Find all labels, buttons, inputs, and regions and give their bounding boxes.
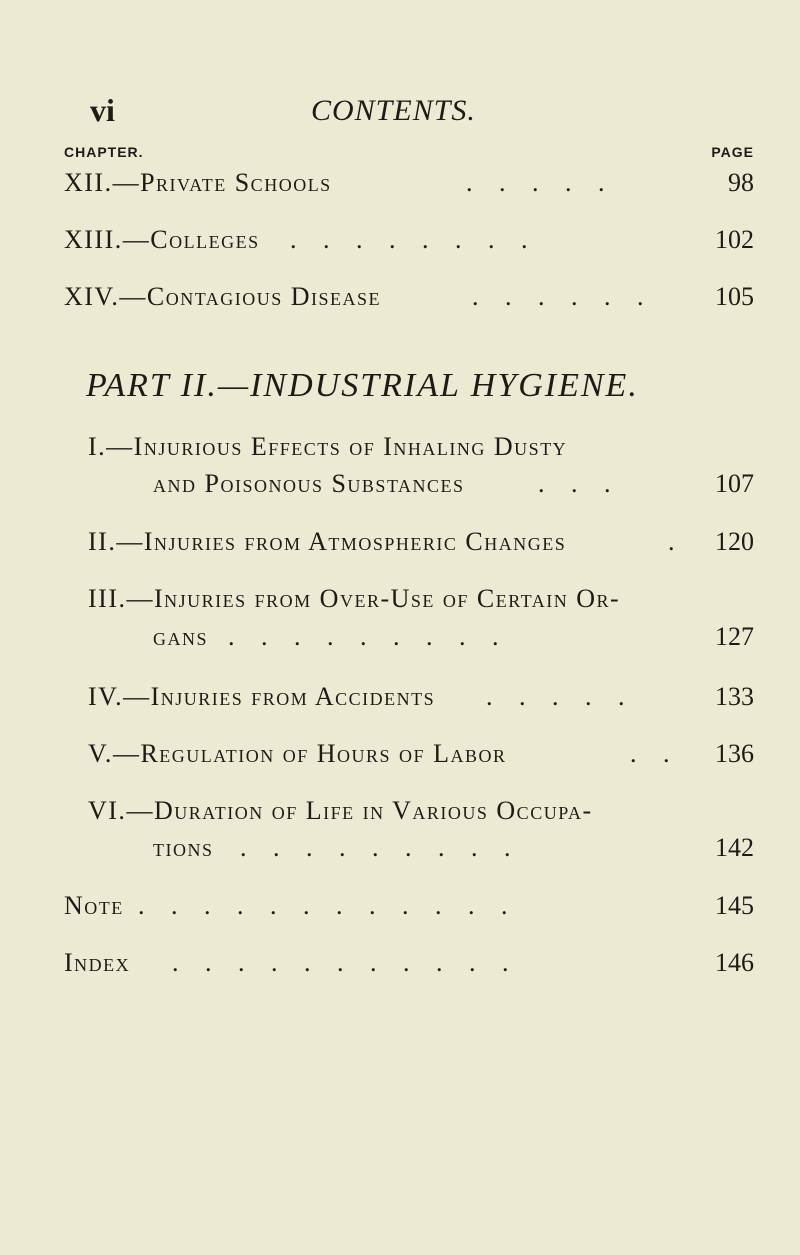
toc-entry: III.—Injuries from Over-Use of Certain Or- — [88, 584, 621, 613]
page-number: 98 — [728, 168, 754, 197]
leader-dots: . . — [630, 739, 680, 768]
page-number: 102 — [715, 225, 754, 254]
page-number: 145 — [715, 891, 754, 920]
page-number: 142 — [715, 833, 754, 862]
leader-dots: . . . . . . . . . . . . — [138, 891, 518, 920]
chapter-title-continued: gans — [153, 622, 209, 651]
toc-entry: XIV.—Contagious Disease — [64, 282, 382, 311]
page-number: 127 — [715, 622, 754, 651]
chapter-title: Colleges — [150, 225, 260, 254]
chapter-title: Private Schools — [140, 168, 332, 197]
folio-number: vi — [90, 92, 115, 128]
page-column-header: PAGE — [711, 144, 754, 160]
toc-entry: XII.—Private Schools — [64, 168, 332, 197]
chapter-title-continued: tions — [153, 833, 214, 862]
chapter-title: Contagious Disease — [146, 282, 382, 311]
chapter-number: III. — [88, 584, 127, 613]
leader-dots: . . . . . — [486, 682, 635, 711]
chapter-title: Duration of Life in Various Occupa- — [153, 796, 593, 825]
chapter-number: VI. — [88, 796, 127, 825]
chapter-title: Regulation of Hours of Labor — [140, 739, 507, 768]
chapter-number: II. — [88, 527, 117, 556]
leader-dots: . . . . . — [466, 168, 615, 197]
toc-entry: II.—Injuries from Atmospheric Changes — [88, 527, 567, 556]
leader-dots: . . . . . . — [472, 282, 654, 311]
chapter-column-header: CHAPTER. — [64, 144, 144, 160]
leader-dots: . — [668, 527, 685, 556]
chapter-number: V. — [88, 739, 113, 768]
page-number: 120 — [715, 527, 754, 556]
page-number: 146 — [715, 948, 754, 977]
toc-entry: XIII.—Colleges — [64, 225, 260, 254]
page-number: 136 — [715, 739, 754, 768]
toc-entry: I.—Injurious Effects of Inhaling Dusty — [88, 432, 568, 461]
part-heading: PART II.—INDUSTRIAL HYGIENE. — [86, 367, 639, 404]
leader-dots: . . . — [538, 469, 621, 498]
leader-dots: . . . . . . . . — [290, 225, 538, 254]
page-number: 133 — [715, 682, 754, 711]
leader-dots: . . . . . . . . . — [228, 622, 509, 651]
chapter-number: IV. — [88, 682, 124, 711]
chapter-title-continued: and Poisonous Substances — [153, 469, 465, 498]
chapter-title: Injuries from Accidents — [150, 682, 436, 711]
toc-entry: V.—Regulation of Hours of Labor — [88, 739, 507, 768]
chapter-title: Injuries from Over-Use of Certain Or- — [153, 584, 621, 613]
leader-dots: . . . . . . . . . — [240, 833, 521, 862]
toc-entry: IV.—Injuries from Accidents — [88, 682, 436, 711]
page-number: 105 — [715, 282, 754, 311]
chapter-number: XIV. — [64, 282, 120, 311]
chapter-title: Injurious Effects of Inhaling Dusty — [133, 432, 568, 461]
running-title: CONTENTS. — [311, 94, 476, 127]
chapter-number: I. — [88, 432, 107, 461]
chapter-number: XII. — [64, 168, 113, 197]
page-number: 107 — [715, 469, 754, 498]
chapter-number: XIII. — [64, 225, 123, 254]
leader-dots: . . . . . . . . . . . — [172, 948, 519, 977]
back-matter-title: Note — [64, 891, 124, 920]
chapter-title: Injuries from Atmospheric Changes — [143, 527, 567, 556]
toc-entry: VI.—Duration of Life in Various Occupa- — [88, 796, 593, 825]
back-matter-title: Index — [64, 948, 131, 977]
